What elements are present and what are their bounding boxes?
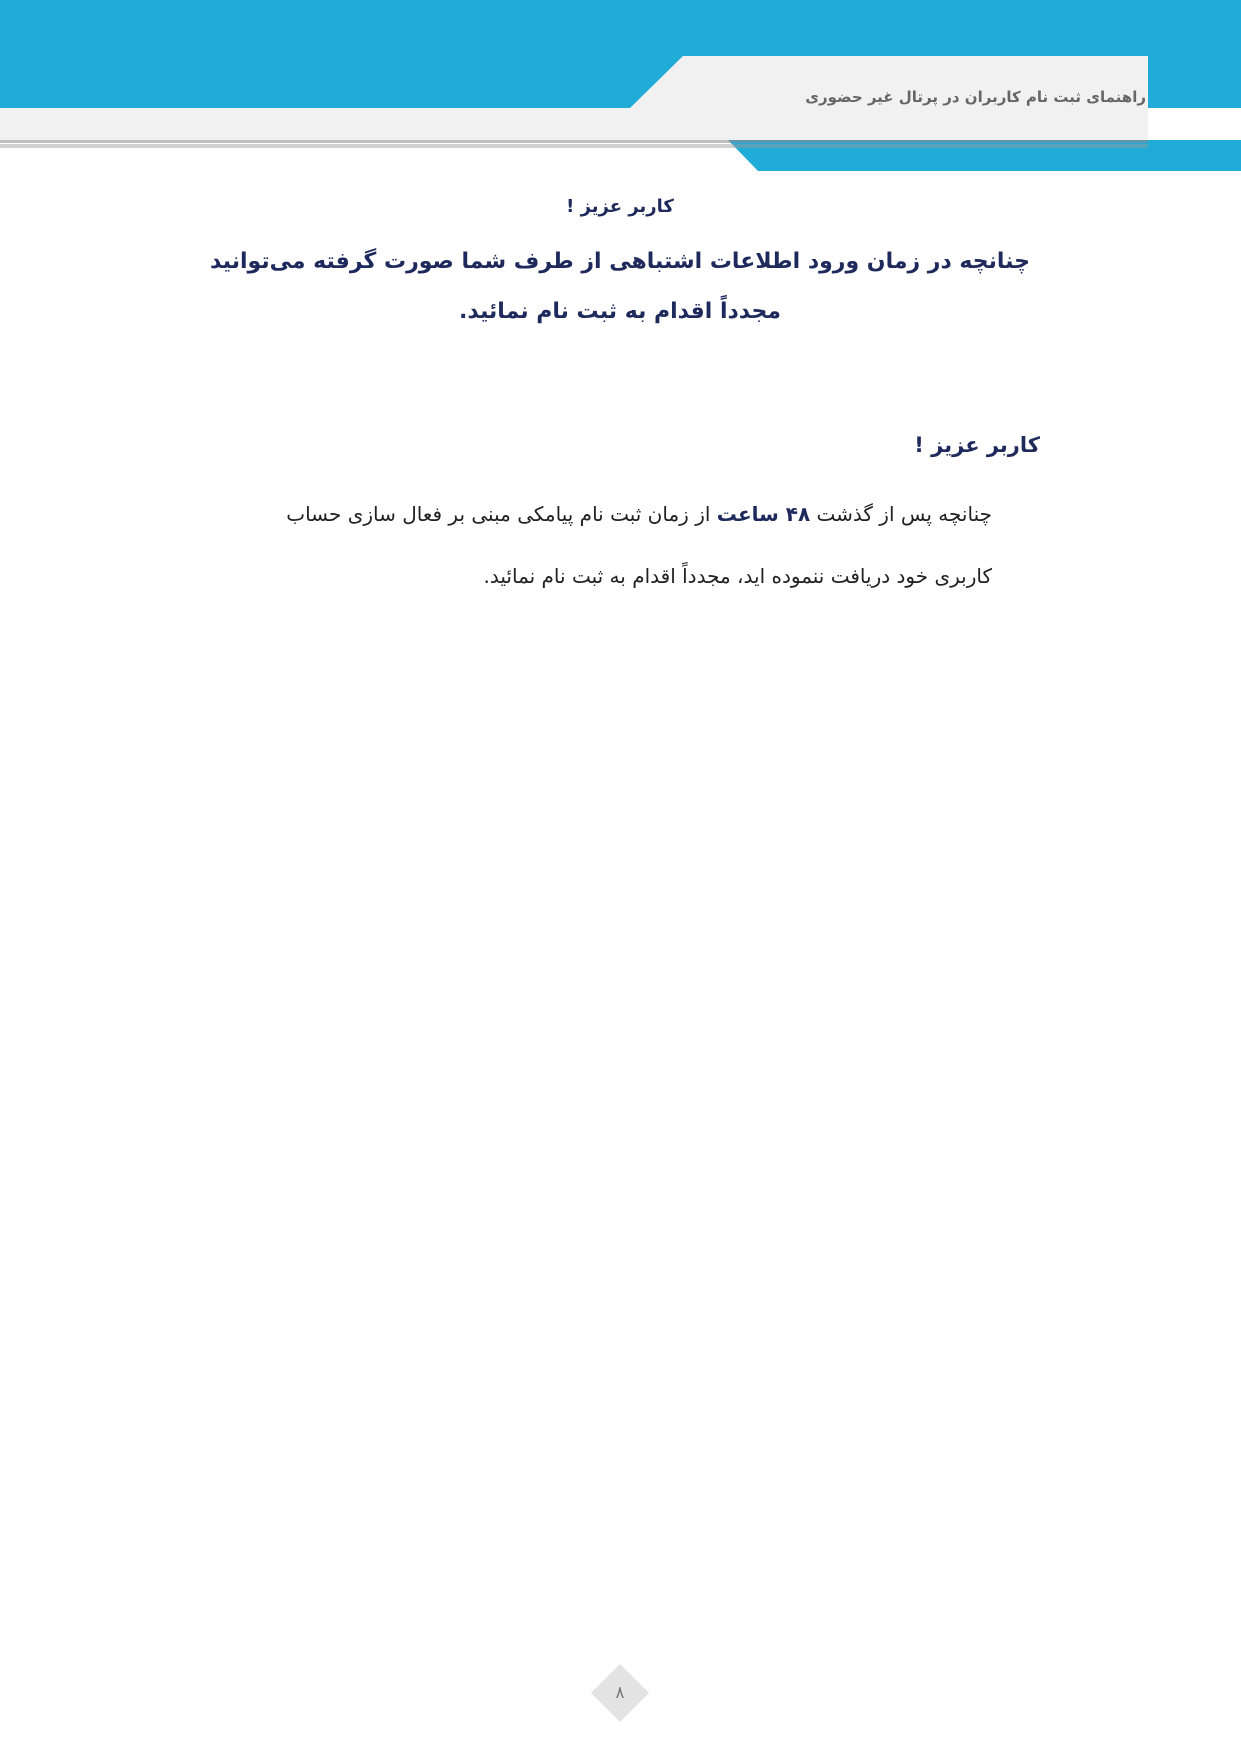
notice-message-end: از زمان ثبت نام پیامکی مبنی بر فعال سازی حساب کاربری خود دریافت ننموده اید، مجدداً اقدام به ثبت نام نمائید.	[286, 502, 992, 588]
page-number-badge	[590, 1663, 650, 1723]
notice-message-start: چنانچه پس از گذشت	[810, 502, 992, 526]
notice-greeting: کاربر عزیز !	[566, 196, 674, 217]
notice-message: چنانچه در زمان ورود اطلاعات اشتباهی از طرف شما صورت گرفته می‌توانید مجدداً اقدام به ثبت نام نمائید.	[210, 249, 1030, 324]
notice-incorrect-info	[200, 196, 1040, 337]
notice-greeting: کاربر عزیز !	[914, 433, 1040, 457]
hours-highlight: ۴۸ ساعت	[716, 502, 811, 526]
notice-message	[230, 483, 1040, 607]
notice-no-activation-sms	[230, 433, 1040, 607]
page-number: ۸	[615, 1683, 625, 1703]
document-header-title: راهنمای ثبت نام کاربران در پرتال غیر حضوری	[805, 88, 1146, 106]
